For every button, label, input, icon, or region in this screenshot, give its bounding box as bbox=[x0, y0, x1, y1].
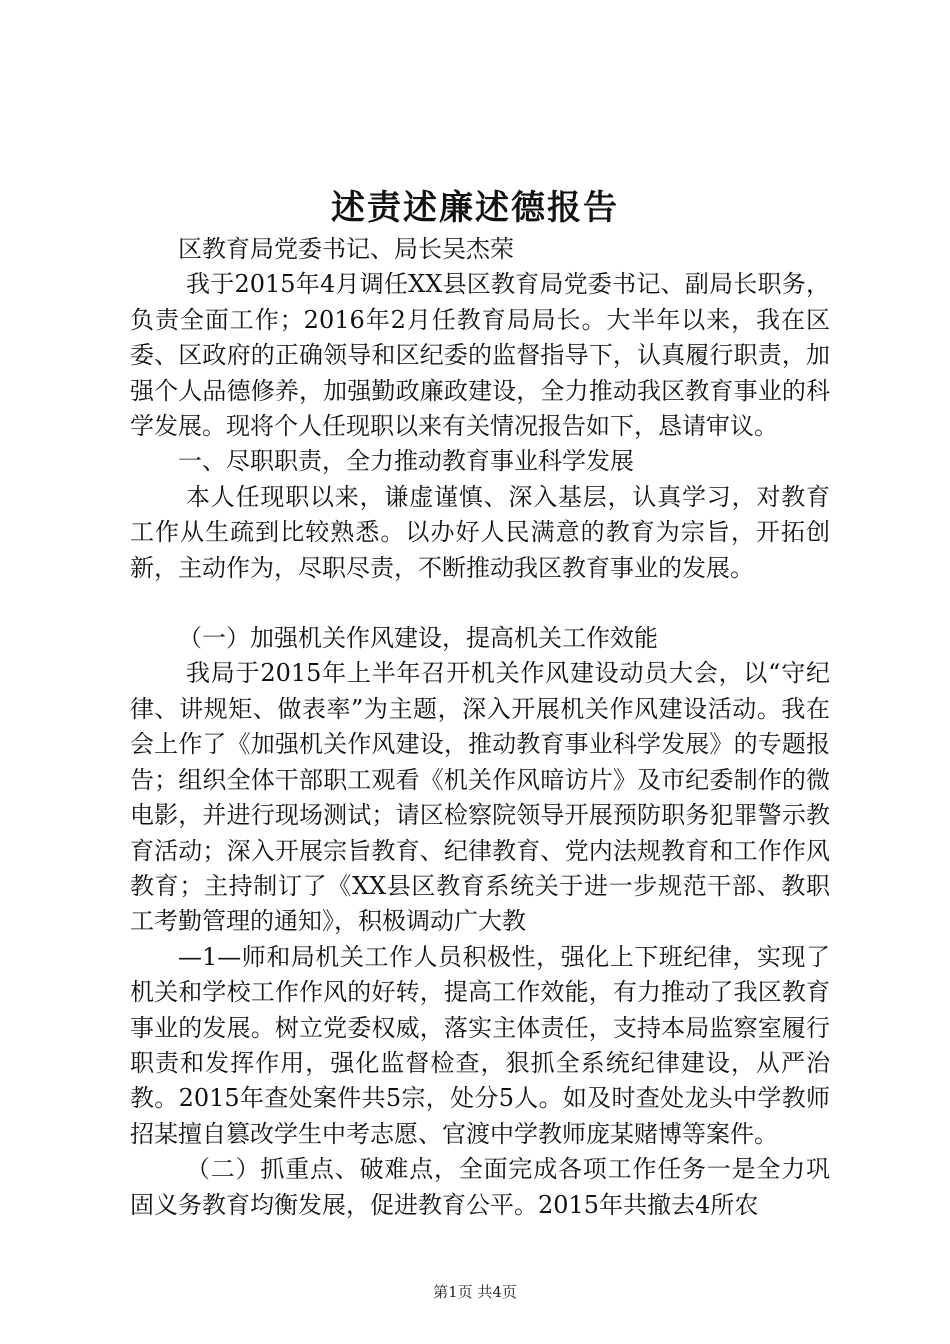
subsection-heading: （一）加强机关作风建设，提高机关工作效能 bbox=[178, 624, 658, 653]
author-line: 区教育局党委书记、局长吴杰荣 bbox=[178, 235, 514, 263]
paragraph: 本人任现职以来，谦虚谨慎、深入基层，认真学习，对教育工作从生疏到比较熟悉。以办好人民满意的教育为宗旨，开拓创新，主动作为，尽职尽责，不断推动我区教育事业的发展。 bbox=[130, 482, 830, 582]
paragraph: —1—师和局机关工作人员积极性，强化上下班纪律，实现了机关和学校工作作风的好转，提高工作效能，有力推动了我区教育事业的发展。树立党委权威，落实主体责任，支持本局监察室履行职责和发挥作用，强化监督检查，狠抓全系统纪律建设，从严治教。2015年查处案件共5宗，处分5人。如及时查处龙头中学教师招某擅自篡改学生中考志愿、官渡中学教师庞某赌博等案件。 bbox=[130, 942, 830, 1148]
page-number: 第1页 共4页 bbox=[433, 1283, 517, 1301]
paragraph-gap bbox=[130, 586, 830, 621]
paragraph: （二）抓重点、破难点，全面完成各项工作任务一是全力巩固义务教育均衡发展，促进教育公平。2015年共撤去4所农 bbox=[130, 1155, 830, 1219]
paragraph: 我局于2015年上半年召开机关作风建设动员大会，以“守纪律、讲规矩、做表率”为主题，深入开展机关作风建设活动。我在会上作了《加强机关作风建设，推动教育事业科学发展》的专题报告；组织全体干部职工观看《机关作风暗访片》及市纪委制作的微电影，并进行现场测试；请区检察院领导开展预防职务犯罪警示教育活动；深入开展宗旨教育、纪律教育、党内法规教育和工作作风教育；主持制订了《XX县区教育系统关于进一步规范干部、教职工考勤管理的通知》，积极调动广大教 bbox=[130, 659, 830, 936]
paragraph: 我于2015年4月调任XX县区教育局党委书记、副局长职务，负责全面工作；2016年2月任教育局局长。大半年以来，我在区委、区政府的正确领导和区纪委的监督指导下，认真履行职责，加强个人品德修养，加强勤政廉政建设，全力推动我区教育事业的科学发展。现将个人任现职以来有关情况报告如下，恳请审议。 bbox=[130, 270, 830, 441]
section-heading: 一、尽职职责，全力推动教育事业科学发展 bbox=[178, 447, 634, 476]
document-title: 述责述廉述德报告 bbox=[331, 188, 619, 228]
document-body bbox=[130, 232, 830, 1223]
